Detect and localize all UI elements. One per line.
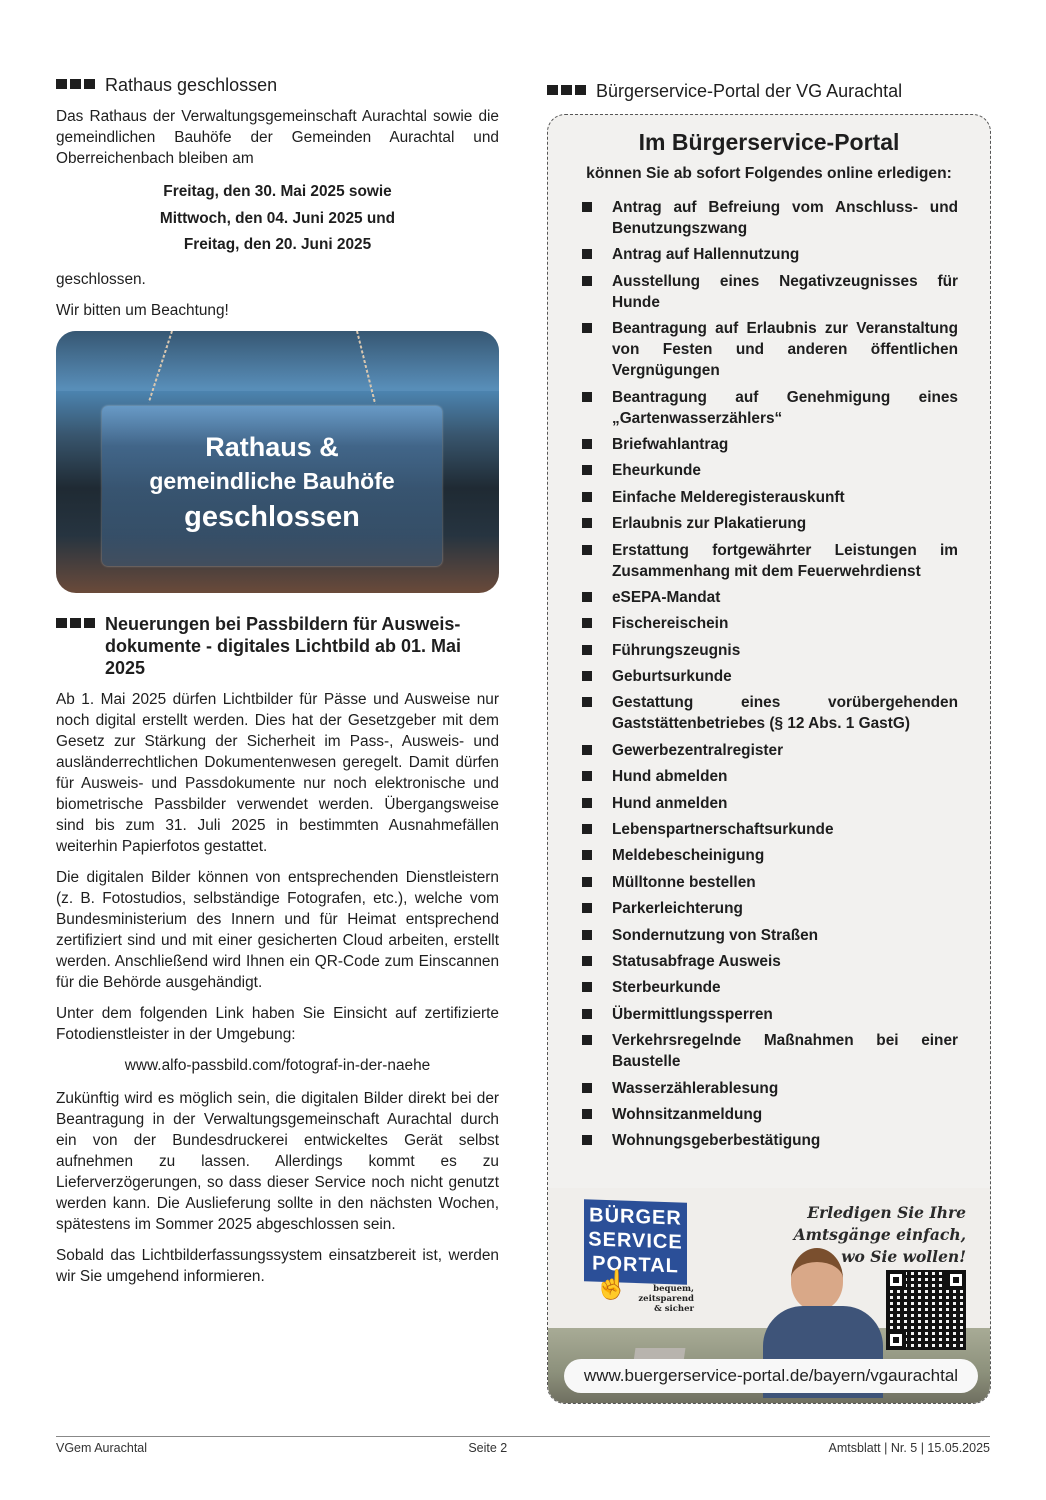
- square-bullet-icon: [582, 439, 592, 449]
- closure-date: Freitag, den 30. Mai 2025 sowie: [163, 183, 392, 200]
- square-bullet-icon: [582, 645, 592, 655]
- logo-line: PORTAL: [592, 1252, 679, 1278]
- square-bullet-icon: [582, 1009, 592, 1019]
- closure-date: Mittwoch, den 04. Juni 2025 und: [159, 209, 396, 227]
- service-label: Lebenspartnerschaftsurkunde: [612, 821, 834, 839]
- service-label: Wohnungsgeberbestätigung: [612, 1132, 821, 1150]
- passbild-paragraph: Sobald das Lichtbilderfassungssystem einsatzbereit ist, werden wir Sie umgehend informieren.: [56, 1246, 499, 1285]
- service-label: Verkehrsregelnde Maßnahmen bei einer Baustelle: [612, 1032, 958, 1071]
- square-bullet-icon: [582, 1083, 592, 1093]
- footer-page-number: Seite 2: [468, 1441, 508, 1455]
- service-item: [582, 513, 958, 534]
- square-bullet-icon: [582, 249, 592, 259]
- service-item: [582, 740, 958, 761]
- section-title: Rathaus geschlossen: [105, 75, 278, 95]
- service-label: Gestattung eines vorübergehenden Gaststättenbetriebes (§ 12 Abs. 1 GastG): [612, 694, 958, 733]
- square-bullet-icon: [582, 771, 592, 781]
- service-label: Meldebescheinigung: [612, 847, 765, 865]
- heading-marker-icon: [56, 79, 95, 89]
- portal-url-link[interactable]: www.buergerservice-portal.de/bayern/vgaurachtal: [564, 1359, 978, 1393]
- section-heading-portal: [547, 80, 991, 102]
- sign-line: Rathaus &: [205, 431, 339, 462]
- qr-code-icon[interactable]: [886, 1270, 966, 1350]
- claim-line: bequem,: [653, 1284, 694, 1294]
- service-item: [582, 977, 958, 998]
- square-bullet-icon: [582, 824, 592, 834]
- portal-advertisement: [548, 1188, 990, 1403]
- square-bullet-icon: [582, 877, 592, 887]
- qr-finder: [886, 1330, 906, 1350]
- service-label: Wohnsitzanmeldung: [612, 1105, 763, 1123]
- service-label: Übermittlungssperren: [612, 1005, 773, 1023]
- service-item: [582, 460, 958, 481]
- service-item: [582, 766, 958, 787]
- ad-tagline: [794, 1202, 966, 1268]
- pointing-hand-icon: ☝: [594, 1269, 629, 1300]
- claim-line: & sicher: [654, 1304, 694, 1314]
- tagline-line: Amtsgänge einfach,: [793, 1225, 966, 1244]
- service-item: [582, 587, 958, 608]
- square-bullet-icon: [582, 671, 592, 681]
- square-bullet-icon: [582, 930, 592, 940]
- heading-marker-icon: [56, 618, 95, 628]
- service-label: Mülltonne bestellen: [612, 873, 756, 891]
- square-bullet-icon: [582, 202, 592, 212]
- square-bullet-icon: [582, 1035, 592, 1045]
- sign-line: geschlossen: [184, 500, 360, 533]
- service-item: [582, 951, 958, 972]
- logo-line: SERVICE: [588, 1228, 683, 1254]
- alfo-link[interactable]: www.alfo-passbild.com/fotograf-in-der-naehe: [124, 1056, 431, 1074]
- service-item: [582, 692, 958, 734]
- service-item: [582, 244, 958, 265]
- portal-card: [547, 114, 991, 1404]
- service-label: Führungszeugnis: [612, 641, 741, 659]
- square-bullet-icon: [582, 850, 592, 860]
- logo-line: BÜRGER: [589, 1204, 682, 1230]
- service-item: [582, 318, 958, 381]
- tagline-line: Erledigen Sie Ihre: [807, 1203, 966, 1222]
- square-bullet-icon: [582, 465, 592, 475]
- photo-background: [56, 331, 499, 391]
- square-bullet-icon: [582, 392, 592, 402]
- service-item: [582, 898, 958, 919]
- service-label: Erstattung fortgewährter Leistungen im Zusammenhang mit dem Feuerwehrdienst: [612, 541, 958, 580]
- square-bullet-icon: [582, 492, 592, 502]
- service-item: [582, 197, 958, 239]
- passbild-paragraph: Unter dem folgenden Link haben Sie Einsicht auf zertifizierte Fotodienstleister in der Umgebung:: [56, 1004, 499, 1043]
- service-label: Gewerbezentralregister: [612, 741, 784, 759]
- service-label: eSEPA-Mandat: [612, 588, 721, 606]
- claim-line: zeitsparend: [638, 1294, 694, 1304]
- service-item: [582, 1030, 958, 1072]
- square-bullet-icon: [582, 276, 592, 286]
- square-bullet-icon: [582, 618, 592, 628]
- service-label: Antrag auf Hallennutzung: [612, 246, 800, 264]
- card-title: Im Bürgerservice-Portal: [638, 129, 900, 155]
- service-item: [582, 1004, 958, 1025]
- square-bullet-icon: [582, 1109, 592, 1119]
- section-heading-passbilder: [56, 613, 499, 679]
- square-bullet-icon: [582, 518, 592, 528]
- service-label: Erlaubnis zur Plakatierung: [612, 515, 807, 533]
- service-label: Briefwahlantrag: [612, 435, 729, 453]
- service-item: [582, 613, 958, 634]
- service-item: [582, 1130, 958, 1151]
- service-item: [582, 666, 958, 687]
- hanging-sign: [102, 406, 442, 566]
- service-item: [582, 487, 958, 508]
- service-label: Ausstellung eines Negativzeugnisses für Hunde: [612, 272, 958, 311]
- service-label: Hund abmelden: [612, 768, 728, 786]
- passbild-paragraph: Die digitalen Bilder können von entsprechenden Dienstleistern (z. B. Fotostudios, selbständige Fotografen, etc.), welche vom Bundesministerium des Innern und für Heimat entsprechend zertifiziert sind und mit einer gesicherten Cloud arbeiten, erstellt werden. Anschließend wird Ihnen ein QR-Code zum Einscannen für die Behörde ausgehändigt.: [56, 868, 499, 991]
- service-label: Fischereischein: [612, 615, 729, 633]
- services-list: [562, 197, 976, 1151]
- service-item: [582, 271, 958, 313]
- section-title: Neuerungen bei Passbildern für Ausweisdokumente - digitales Lichtbild ab 01. Mai 2025: [105, 613, 462, 678]
- service-item: [582, 387, 958, 429]
- service-item: [582, 925, 958, 946]
- rathaus-intro: Das Rathaus der Verwaltungsgemeinschaft Aurachtal sowie die gemeindlichen Bauhöfe der Gemeinden Aurachtal und Oberreichenbach bleiben am: [56, 108, 499, 167]
- closure-date: Freitag, den 20. Juni 2025: [183, 236, 372, 253]
- square-bullet-icon: [582, 982, 592, 992]
- service-item: [582, 872, 958, 893]
- square-bullet-icon: [582, 545, 592, 555]
- service-label: Beantragung auf Genehmigung eines „Gartenwasserzählers“: [612, 388, 958, 427]
- service-item: [582, 434, 958, 455]
- card-subtitle: können Sie ab sofort Folgendes online erledigen:: [586, 165, 952, 182]
- service-label: Eheurkunde: [612, 462, 701, 480]
- qr-finder: [946, 1270, 966, 1290]
- square-bullet-icon: [582, 798, 592, 808]
- closure-dates: [56, 179, 499, 259]
- passbild-paragraph: Zukünftig wird es möglich sein, die digitalen Bilder direkt bei der Beantragung in der Verwaltungsgemeinschaft Aurachtal durch ein von der Bundesdruckerei entwickeltes Gerät selbst aufnehmen zu lassen. Allerdings kommt es zu Lieferverzögerungen, so dass dieser Service noch nicht genutzt werden kann. Die Auslieferung sollte in den nächsten Wochen, spätestens im Sommer 2025 abgeschlossen sein.: [56, 1089, 499, 1233]
- page-footer: [56, 1436, 990, 1455]
- service-item: [582, 540, 958, 582]
- square-bullet-icon: [582, 323, 592, 333]
- heading-marker-icon: [547, 85, 586, 95]
- closed-sign-photo: [56, 331, 499, 593]
- square-bullet-icon: [582, 1135, 592, 1145]
- sign-line: gemeindliche Bauhöfe: [149, 467, 395, 494]
- square-bullet-icon: [582, 745, 592, 755]
- service-item: [582, 640, 958, 661]
- rathaus-closing: geschlossen.: [56, 270, 146, 288]
- service-label: Sterbeurkunde: [612, 979, 721, 997]
- service-label: Wasserzählerablesung: [612, 1079, 779, 1097]
- left-column: [56, 74, 499, 1297]
- service-label: Einfache Melderegisterauskunft: [612, 488, 845, 506]
- service-label: Beantragung auf Erlaubnis zur Veranstaltung von Festen und anderen öffentlichen Vergnügungen: [612, 320, 958, 380]
- service-item: [582, 1078, 958, 1099]
- footer-issue: Amtsblatt | Nr. 5 | 15.05.2025: [828, 1441, 990, 1455]
- tagline-line: wo Sie wollen!: [841, 1247, 966, 1266]
- square-bullet-icon: [582, 956, 592, 966]
- section-title: Bürgerservice-Portal der VG Aurachtal: [596, 81, 903, 101]
- section-heading-rathaus: [56, 74, 499, 96]
- service-label: Antrag auf Befreiung vom Anschluss- und Benutzungszwang: [612, 199, 958, 237]
- service-item: [582, 793, 958, 814]
- service-item: [582, 819, 958, 840]
- square-bullet-icon: [582, 903, 592, 913]
- square-bullet-icon: [582, 592, 592, 602]
- right-column: [547, 80, 991, 1404]
- footer-publisher: VGem Aurachtal: [56, 1441, 148, 1455]
- service-item: [582, 1104, 958, 1125]
- passbild-paragraph: Ab 1. Mai 2025 dürfen Lichtbilder für Pässe und Ausweise nur noch digital erstellt werden. Dies hat der Gesetzgeber mit dem Gesetz zur Stärkung der Sicherheit im Pass-, Ausweis- und ausländerrechtlichen Dokumentenwesen geregelt. Damit dürfen für Ausweis- und Passdokumente nur noch elektronische und biometrische Passbilder verwendet werden. Übergangsweise sind bis zum 31. Juli 2025 in bestimmten Ausnahmefällen weiterhin Papierfotos gestattet.: [56, 690, 499, 855]
- rathaus-note: Wir bitten um Beachtung!: [56, 301, 229, 319]
- service-item: [582, 845, 958, 866]
- service-label: Parkerleichterung: [612, 900, 743, 918]
- service-label: Statusabfrage Ausweis: [612, 952, 781, 970]
- service-label: Geburtsurkunde: [612, 668, 732, 686]
- square-bullet-icon: [582, 697, 592, 707]
- service-label: Sondernutzung von Straßen: [612, 926, 819, 944]
- service-label: Hund anmelden: [612, 794, 728, 812]
- qr-finder: [886, 1270, 906, 1290]
- logo-claim: [634, 1284, 694, 1314]
